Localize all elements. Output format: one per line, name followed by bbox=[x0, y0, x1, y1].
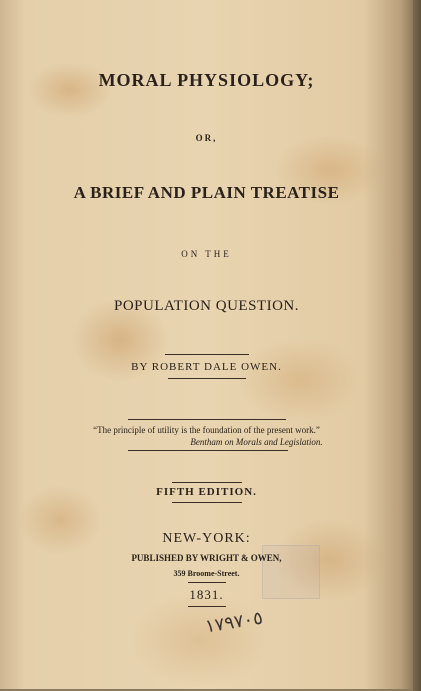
handwritten-mark: ١٧٩٧٠٥ bbox=[203, 607, 265, 638]
author-line: BY ROBERT DALE OWEN. bbox=[131, 361, 282, 373]
imprint-year: 1831. bbox=[189, 587, 224, 602]
epigraph-attribution: Bentham on Morals and Legislation. bbox=[190, 437, 323, 447]
author-rule-top bbox=[165, 354, 249, 355]
year-rule bbox=[188, 606, 226, 607]
epigraph-quote: “The principle of utility is the foundation of the present work.” bbox=[93, 425, 320, 435]
edition-rule-bottom bbox=[172, 502, 242, 503]
author-rule-bottom bbox=[168, 378, 246, 379]
imprint-publisher: PUBLISHED BY WRIGHT & OWEN, bbox=[131, 553, 282, 563]
imprint-city: NEW-YORK: bbox=[162, 531, 251, 546]
imprint-rule bbox=[188, 582, 226, 583]
epigraph-rule-top bbox=[128, 419, 286, 420]
book-subtitle: A BRIEF AND PLAIN TREATISE bbox=[73, 183, 340, 202]
edition-rule-top bbox=[172, 482, 242, 483]
book-title: MORAL PHYSIOLOGY; bbox=[98, 70, 315, 90]
or-connector: OR, bbox=[195, 133, 218, 143]
book-topic: POPULATION QUESTION. bbox=[114, 298, 299, 314]
page-edge bbox=[413, 0, 421, 691]
epigraph-rule-bottom bbox=[128, 450, 288, 451]
edition-line: FIFTH EDITION. bbox=[156, 486, 257, 498]
imprint-address: 359 Broome-Street. bbox=[173, 569, 240, 578]
on-the-connector: ON THE bbox=[181, 249, 232, 259]
